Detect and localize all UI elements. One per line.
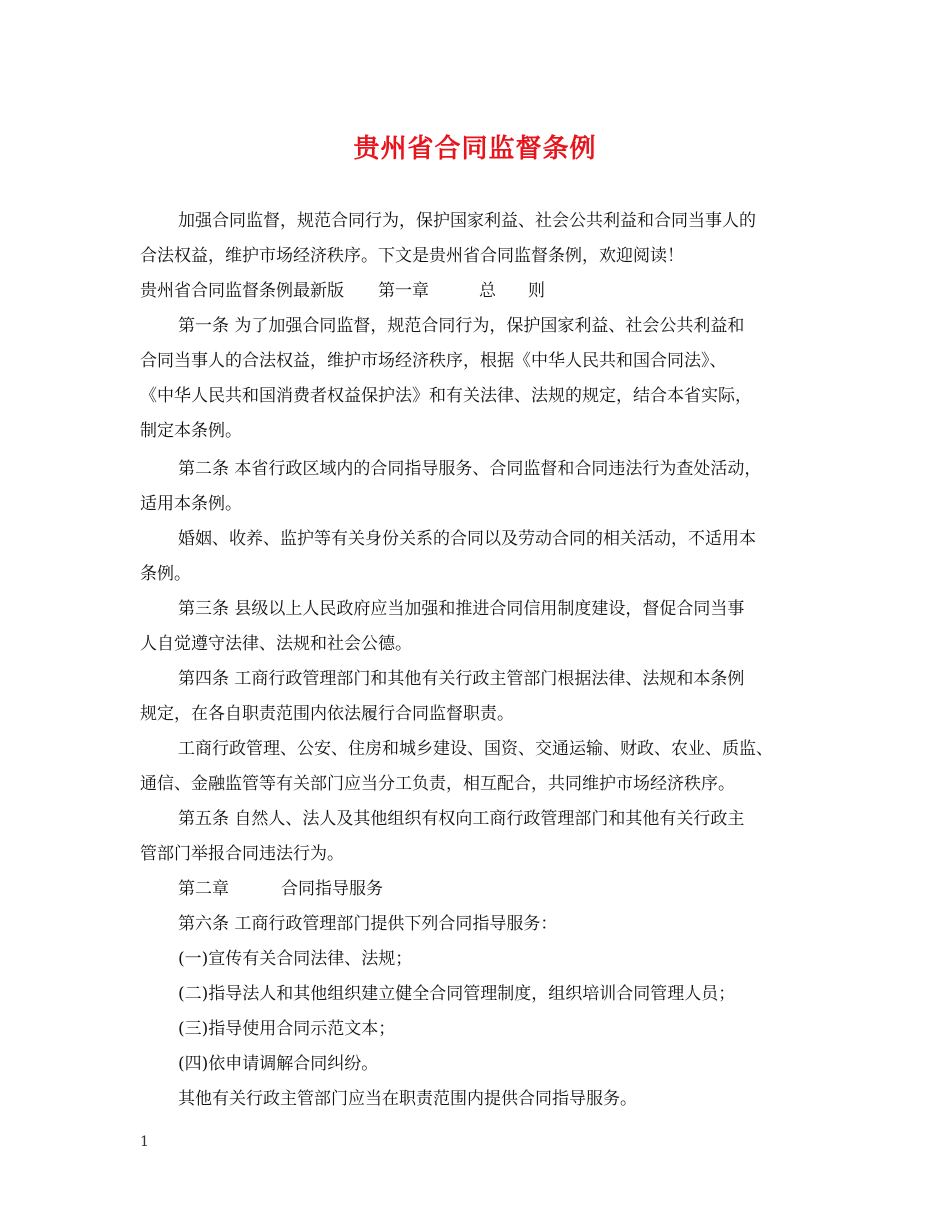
- page-number: 1: [140, 1134, 149, 1150]
- article-2-line-2: 适用本条例。: [140, 494, 242, 514]
- paragraph-line-3: 工商行政管理、公安、住房和城乡建设、国资、交通运输、财政、农业、质监、: [178, 739, 773, 759]
- paragraph-line-2: 条例。: [140, 564, 191, 584]
- article-3-line-1: 第三条 县级以上人民政府应当加强和推进合同信用制度建设，督促合同当事: [178, 599, 745, 619]
- article-3-line-2: 人自觉遵守法律、法规和社会公德。: [140, 634, 412, 654]
- list-item-3: (三)指导使用合同示范文本；: [178, 1019, 396, 1039]
- article-1-line-1: 第一条 为了加强合同监督，规范合同行为，保护国家利益、社会公共利益和: [178, 316, 745, 336]
- article-1-line-4: 制定本条例。: [140, 421, 242, 441]
- article-6-line: 第六条 工商行政管理部门提供下列合同指导服务：: [178, 914, 558, 934]
- chapter-2-name: 合同指导服务: [281, 879, 383, 899]
- intro-line-1: 加强合同监督，规范合同行为，保护国家利益、社会公共利益和合同当事人的: [178, 211, 756, 231]
- chapter-1-name-b: 则: [528, 281, 545, 301]
- article-4-line-2: 规定，在各自职责范围内依法履行合同监督职责。: [140, 704, 514, 724]
- chapter-2-heading: [178, 878, 383, 900]
- document-title: 贵州省合同监督条例: [353, 134, 597, 164]
- chapter-1-prefix: 贵州省合同监督条例最新版: [140, 281, 344, 301]
- chapter-1-label: 第一章: [378, 281, 429, 301]
- article-2-line-1: 第二条 本省行政区域内的合同指导服务、合同监督和合同违法行为查处活动，: [178, 459, 762, 479]
- chapter-1-name-a: 总: [479, 281, 496, 301]
- intro-line-2: 合法权益，维护市场经济秩序。下文是贵州省合同监督条例，欢迎阅读！: [140, 246, 684, 266]
- article-1-line-2: 合同当事人的合法权益，维护市场经济秩序，根据《中华人民共和国合同法》、: [140, 351, 727, 371]
- article-4-line-1: 第四条 工商行政管理部门和其他有关行政主管部门根据法律、法规和本条例: [178, 669, 745, 689]
- paragraph-line-4: 通信、金融监管等有关部门应当分工负责，相互配合，共同维护市场经济秩序。: [140, 774, 735, 794]
- article-5-line-1: 第五条 自然人、法人及其他组织有权向工商行政管理部门和其他有关行政主: [178, 809, 745, 829]
- list-item-1: (一)宣传有关合同法律、法规；: [178, 949, 413, 969]
- list-item-2: (二)指导法人和其他组织建立健全合同管理制度，组织培训合同管理人员；: [178, 984, 736, 1004]
- chapter-1-heading: [140, 280, 545, 302]
- paragraph-line-1: 婚姻、收养、监护等有关身份关系的合同以及劳动合同的相关活动，不适用本: [178, 529, 756, 549]
- chapter-2-label: 第二章: [178, 879, 229, 899]
- article-5-line-2: 管部门举报合同违法行为。: [140, 844, 344, 864]
- closing-line: 其他有关行政主管部门应当在职责范围内提供合同指导服务。: [178, 1089, 637, 1109]
- article-1-line-3: 《中华人民共和国消费者权益保护法》和有关法律、法规的规定，结合本省实际，: [140, 386, 752, 406]
- list-item-4: (四)依申请调解合同纠纷。: [178, 1054, 379, 1074]
